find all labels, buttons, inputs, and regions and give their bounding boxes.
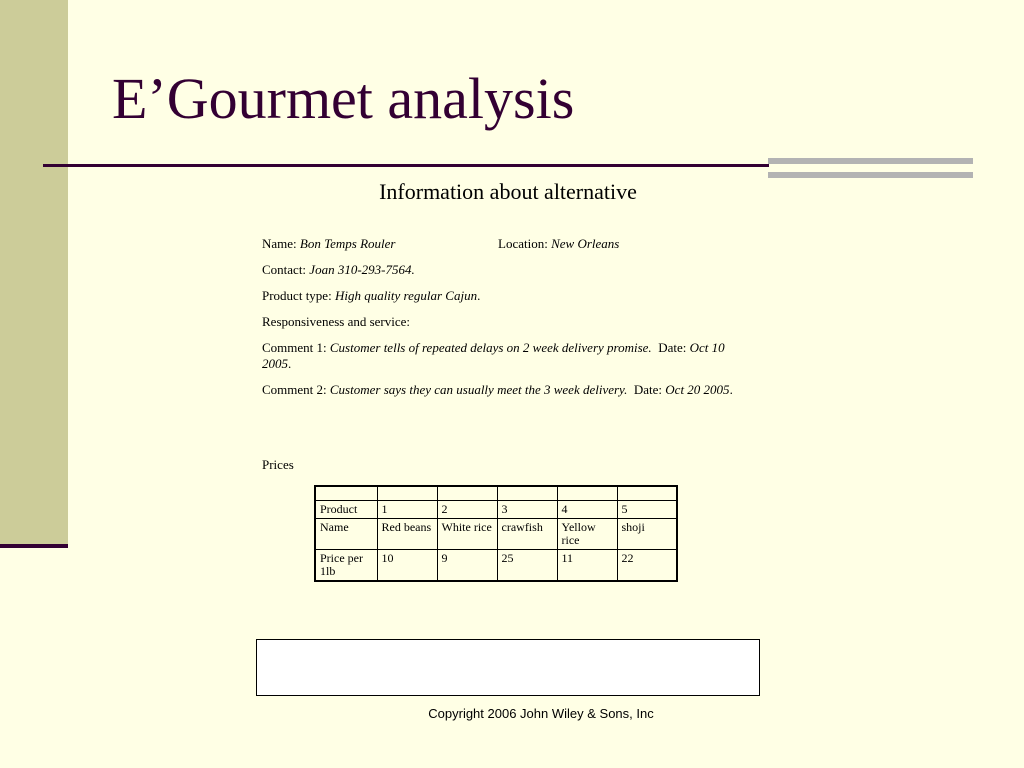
table-cell	[497, 486, 557, 500]
table-row	[315, 518, 677, 549]
table-cell: 4	[557, 500, 617, 518]
comment-1-date-label: Date:	[658, 340, 687, 355]
left-decorative-band	[0, 0, 68, 545]
table-cell: White rice	[437, 518, 497, 549]
slide-subtitle: Information about alternative	[379, 179, 637, 204]
empty-text-box	[256, 639, 760, 696]
location-value: New Orleans	[551, 236, 620, 251]
product-type-value: High quality regular Cajun	[334, 288, 478, 303]
table-cell: 9	[437, 549, 497, 581]
table-cell: shoji	[617, 518, 677, 549]
copyright-footer: Copyright 2006 John Wiley & Sons, Inc	[428, 706, 654, 721]
location-label: Location:	[498, 236, 548, 251]
table-cell	[377, 486, 437, 500]
product-type-label: Product type:	[262, 288, 332, 303]
product-type-line: Product type: High quality regular Cajun.	[262, 288, 481, 303]
alternative-info-block	[262, 236, 752, 408]
table-cell: 3	[497, 500, 557, 518]
table-cell	[557, 486, 617, 500]
responsiveness-line: Responsiveness and service:	[262, 314, 411, 329]
table-cell: Yellow rice	[557, 518, 617, 549]
table-cell: 25	[497, 549, 557, 581]
title-divider	[43, 164, 769, 167]
name-value: Bon Temps Rouler	[299, 236, 396, 251]
slide-title: E’Gourmet analysis	[112, 66, 575, 131]
comment-1-date: Oct 10 2005	[262, 340, 725, 371]
comment-2-date-label: Date:	[633, 382, 663, 397]
table-cell	[617, 486, 677, 500]
accent-bar-bottom	[768, 172, 973, 178]
contact-value: Joan 310-293-7564.	[309, 262, 415, 277]
comment-1-label: Comment 1:	[262, 340, 327, 355]
name-label: Name:	[262, 236, 297, 251]
table-cell: 22	[617, 549, 677, 581]
accent-bar-top	[768, 158, 973, 164]
table-cell: Price per 1lb	[315, 549, 377, 581]
comment-2-label: Comment 2:	[262, 382, 327, 397]
table-cell: Name	[315, 518, 377, 549]
table-cell: 2	[437, 500, 497, 518]
prices-heading: Prices	[262, 457, 294, 472]
name-line	[262, 236, 752, 252]
table-row	[315, 549, 677, 581]
table-cell	[437, 486, 497, 500]
comment-2-line: Comment 2: Customer says they can usually meet the 3 week delivery. Date: Oct 20 2005.	[262, 382, 733, 397]
table-cell	[315, 486, 377, 500]
table-cell: Product	[315, 500, 377, 518]
prices-table	[314, 485, 678, 582]
table-cell: Red beans	[377, 518, 437, 549]
comment-2-text: Customer says they can usually meet the 3 week delivery.	[329, 382, 628, 397]
location-group	[498, 236, 619, 252]
comment-1-line: Comment 1: Customer tells of repeated delays on 2 week delivery promise. Date: Oct 10 2005.	[262, 340, 725, 371]
table-cell: 1	[377, 500, 437, 518]
table-cell: crawfish	[497, 518, 557, 549]
table-cell: 11	[557, 549, 617, 581]
contact-line	[262, 262, 752, 278]
table-cell: 10	[377, 549, 437, 581]
left-band-underline	[0, 544, 68, 548]
table-row	[315, 500, 677, 518]
table-cell: 5	[617, 500, 677, 518]
comment-1-text: Customer tells of repeated delays on 2 week delivery promise.	[329, 340, 652, 355]
contact-label: Contact:	[262, 262, 307, 277]
table-row	[315, 486, 677, 500]
comment-2-date: Oct 20 2005	[665, 382, 730, 397]
